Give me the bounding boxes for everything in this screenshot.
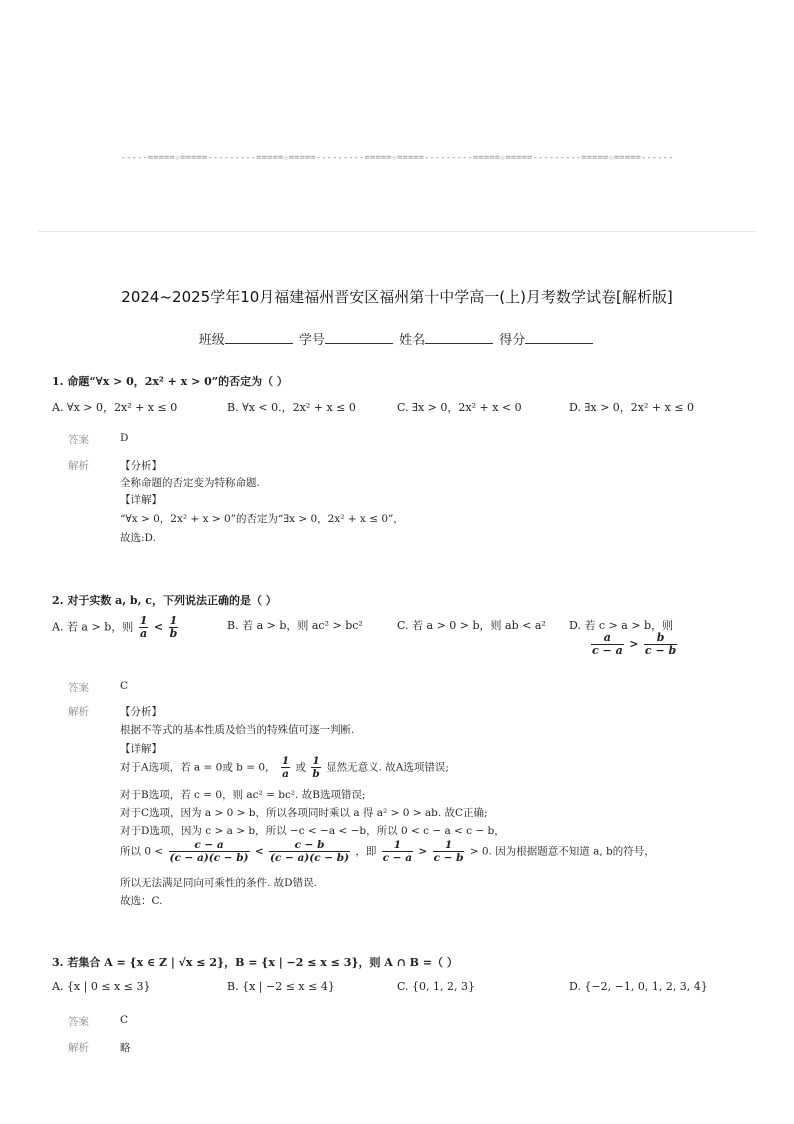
question-1-analysis-label: 解析 — [68, 460, 89, 472]
question-2-option-b[interactable]: B. 若 a > b，则 ac² > bc² — [227, 619, 363, 632]
question-3-option-b[interactable]: B. {x | −2 ≤ x ≤ 4} — [227, 980, 335, 993]
question-1-option-c[interactable]: C. ∃x > 0，2x² + x < 0 — [397, 401, 522, 414]
fraction-denominator: (c − a)(c − b) — [169, 852, 249, 864]
header-rule — [38, 231, 756, 232]
question-1-option-a[interactable]: A. ∀x > 0，2x² + x ≤ 0 — [52, 401, 178, 414]
question-1-answer-label: 答案 — [68, 434, 89, 446]
option-a-text: A. 若 a > b，则 — [52, 620, 134, 634]
fraction-denominator: a — [282, 768, 289, 780]
fraction — [169, 615, 179, 640]
fraction — [139, 615, 149, 640]
fraction — [311, 755, 320, 780]
fraction-denominator: b — [169, 627, 178, 640]
question-1-answer: D — [120, 432, 129, 444]
field-class-label: 班级 — [198, 333, 225, 348]
fraction — [644, 632, 677, 657]
fraction — [433, 839, 465, 864]
fraction-numerator: 1 — [139, 614, 148, 627]
field-score-blank[interactable] — [525, 331, 593, 344]
fraction-numerator: c − b — [269, 839, 350, 852]
question-2-stem: 2. 对于实数 a, b, c，下列说法正确的是（ ） — [52, 594, 277, 607]
question-1-stem: 1. 命题“∀x > 0，2x² + x > 0”的否定为（ ） — [52, 375, 288, 388]
fraction-denominator: c − b — [433, 852, 464, 864]
student-info-fields — [0, 329, 794, 348]
question-2-analysis-line: 故选：C. — [120, 895, 163, 907]
fraction — [591, 632, 624, 657]
analysis-text: 对于A选项，若 a = 0或 b = 0， — [120, 761, 276, 774]
fraction — [269, 839, 350, 864]
question-1-analysis-line: “∀x > 0，2x² + x > 0”的否定为“∃x > 0，2x² + x ≤ 0”， — [120, 513, 404, 525]
question-2-answer-label: 答案 — [68, 682, 89, 694]
relation-symbol: < — [254, 845, 264, 858]
fraction-numerator: 1 — [382, 839, 413, 852]
fraction — [382, 839, 413, 864]
fraction-denominator: (c − a)(c − b) — [270, 852, 350, 864]
relation-symbol: < — [153, 620, 164, 634]
question-1-option-d[interactable]: D. ∃x > 0，2x² + x ≤ 0 — [569, 401, 695, 414]
relation-symbol: > — [418, 845, 428, 858]
analysis-text: > 0. 因为根据题意不知道 a, b的符号， — [469, 845, 655, 858]
page-title: 2024~2025学年10月福建福州晋安区福州第十中学高一(上)月考数学试卷[解析版] — [121, 288, 673, 306]
question-2-analysis-label: 解析 — [68, 706, 89, 718]
question-3-analysis: 略 — [120, 1042, 131, 1054]
question-2-analysis-line: 对于D选项，因为 c > a > b，所以 −c < −a < −b，所以 0 < c − a < c − b， — [120, 825, 505, 837]
question-3-analysis-label: 解析 — [68, 1042, 89, 1054]
fraction-numerator: 1 — [281, 755, 290, 767]
question-2-answer: C — [120, 680, 129, 692]
question-2-analysis-line — [120, 839, 655, 864]
analysis-text: 所以 0 < — [120, 845, 164, 858]
field-number-blank[interactable] — [325, 331, 393, 344]
question-2-analysis-line: 根据不等式的基本性质及恰当的特殊值可逐一判断. — [120, 724, 355, 736]
field-name-blank[interactable] — [425, 331, 493, 344]
question-2-option-c[interactable]: C. 若 a > 0 > b，则 ab < a² — [397, 619, 546, 632]
field-number-label: 学号 — [298, 333, 325, 348]
question-3-option-a[interactable]: A. {x | 0 ≤ x ≤ 3} — [52, 980, 151, 993]
field-score-label: 得分 — [499, 333, 526, 348]
analysis-text: ，即 — [355, 845, 377, 858]
fraction-denominator: c − a — [592, 644, 623, 657]
fraction-numerator: 1 — [169, 614, 178, 627]
question-2-analysis-line: 【详解】 — [120, 743, 162, 755]
fraction — [169, 839, 250, 864]
fraction-numerator: 1 — [433, 839, 465, 852]
decorative-divider: -----=====☆=====---------=====☆=====---------=====☆=====---------=====☆=====---------=====☆=====------ — [120, 153, 674, 163]
question-3-answer-label: 答案 — [68, 1016, 89, 1028]
field-class-blank[interactable] — [225, 331, 293, 344]
fraction-numerator: b — [644, 632, 677, 645]
relation-symbol: > — [629, 637, 639, 651]
question-3-answer: C — [120, 1014, 129, 1026]
question-2-option-d[interactable]: D. 若 c > a > b，则 — [569, 619, 674, 632]
question-1-analysis-line: 全称命题的否定变为特称命题. — [120, 477, 260, 489]
fraction-numerator: c − a — [169, 839, 250, 852]
question-1-analysis-line: 【详解】 — [120, 494, 162, 506]
question-2-analysis-line: 对于B选项，若 c = 0，则 ac² = bc². 故B选项错误; — [120, 789, 366, 801]
analysis-text: 显然无意义. 故A选项错误; — [326, 761, 449, 774]
fraction-numerator: a — [591, 632, 624, 645]
field-name-label: 姓名 — [399, 333, 426, 348]
analysis-text: 或 — [295, 761, 307, 774]
question-3-stem: 3. 若集合 A = {x ∈ Z | √x ≤ 2}，B = {x | −2 ≤ x ≤ 3}，则 A ∩ B =（ ） — [52, 956, 458, 969]
question-2-analysis-line: 所以无法满足同向可乘性的条件. 故D错误. — [120, 877, 317, 889]
fraction — [281, 755, 290, 780]
question-3-option-c[interactable]: C. {0, 1, 2, 3} — [397, 980, 475, 993]
question-1-analysis-line: 故选:D. — [120, 532, 156, 544]
question-2-option-a[interactable] — [52, 615, 180, 640]
question-2-analysis-line — [120, 755, 449, 780]
fraction-denominator: a — [140, 627, 148, 640]
question-2-analysis-line: 【分析】 — [120, 706, 162, 718]
fraction-denominator: c − a — [382, 852, 413, 864]
fraction-numerator: 1 — [312, 755, 320, 767]
question-3-option-d[interactable]: D. {−2, −1, 0, 1, 2, 3, 4} — [569, 980, 708, 993]
question-2-analysis-line: 对于C选项，因为 a > 0 > b，所以各项同时乘以 a 得 a² > 0 > ab. 故C正确; — [120, 807, 488, 819]
fraction-denominator: b — [312, 768, 320, 780]
question-1-analysis-line: 【分析】 — [120, 460, 162, 472]
fraction-denominator: c − b — [644, 644, 677, 657]
question-2-option-d-fractions — [589, 632, 679, 657]
question-1-option-b[interactable]: B. ∀x < 0.，2x² + x ≤ 0 — [227, 401, 356, 414]
